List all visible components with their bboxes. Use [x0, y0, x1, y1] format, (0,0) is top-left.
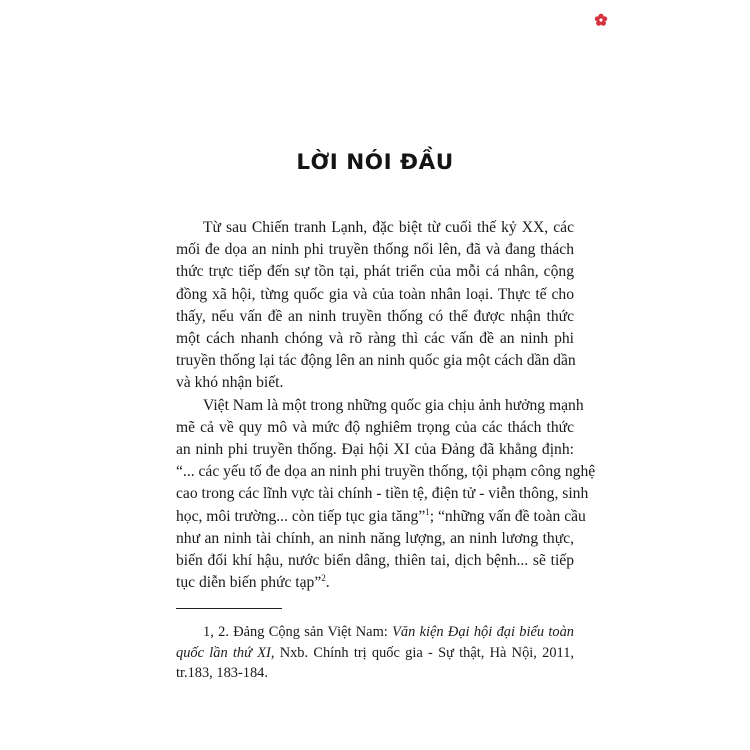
text-line: mối đe dọa an ninh phi truyền thống nổi lên, đã và đang thách [176, 241, 574, 259]
footnote-ref-1: 1 [425, 506, 430, 517]
text-line: mẽ cả về quy mô và mức độ nghiêm trọng của các thách thức [176, 418, 574, 436]
text-line [176, 572, 574, 594]
text-line: Từ sau Chiến tranh Lạnh, đặc biệt từ cuối thế kỷ XX, các [203, 219, 574, 236]
page-title: LỜI NÓI ĐẦU [296, 150, 454, 175]
text-line: “... các yếu tố đe dọa an ninh phi truyền thống, tội phạm công nghệ [176, 463, 596, 481]
text-line: cao trong các lĩnh vực tài chính - tiền tệ, điện tử - viễn thông, sinh [176, 485, 589, 503]
text-line: một cách nhanh chóng và rõ ràng thì các vấn đề an ninh phi [176, 330, 574, 348]
text-line [176, 506, 586, 528]
text-line: và khó nhận biết. [176, 374, 284, 392]
paragraph-2 [176, 395, 596, 595]
text-line: biến đổi khí hậu, nước biển dâng, thiên tai, dịch bệnh... sẽ tiếp [176, 552, 574, 570]
footnote-divider [176, 608, 282, 609]
text-line: an ninh phi truyền thống. Đại hội XI của Đảng đã khẳng định: [176, 441, 574, 459]
quote-text: ; “những vấn đề toàn cầu [429, 507, 586, 525]
footnote-publisher: , Nxb. Chính trị quốc gia - Sự thật, Hà Nội, 2011, [270, 644, 574, 661]
footnote-line [176, 643, 574, 664]
footnote-line [176, 622, 574, 643]
text-line: thấy, nếu vấn đề an ninh truyền thống có thể được nhận thức [176, 307, 574, 325]
text-line: Việt Nam là một trong những quốc gia chịu ảnh hưởng mạnh [203, 396, 584, 414]
text-line: thức trực tiếp đến sự tồn tại, phát triển của mỗi cá nhân, cộng [176, 263, 574, 281]
quote-text: tục diễn biến phức tạp” [176, 574, 322, 592]
text-line: như an ninh tài chính, an ninh năng lượng, an ninh lương thực, [176, 529, 574, 547]
footnote-book-title: quốc lần thứ XI [176, 644, 271, 661]
footnote-pages: tr.183, 183-184. [176, 665, 268, 681]
footnote-author: 1, 2. Đảng Cộng sản Việt Nam: [203, 624, 393, 640]
paragraph-1 [176, 217, 574, 395]
period: . [325, 574, 330, 592]
body-text [176, 217, 596, 594]
footnote-ref-2: 2 [321, 573, 326, 584]
quote-text: học, môi trường... còn tiếp tục gia tăng” [176, 507, 426, 525]
flower-ornament-icon [594, 13, 608, 27]
text-line: đồng xã hội, từng quốc gia và của toàn nhân loại. Thực tế cho [176, 285, 574, 303]
footnote [176, 622, 574, 684]
footnote-book-title: Văn kiện Đại hội đại biểu toàn [392, 624, 574, 640]
text-line: truyền thống lại tác động lên an ninh quốc gia một cách dần dần [176, 352, 576, 370]
